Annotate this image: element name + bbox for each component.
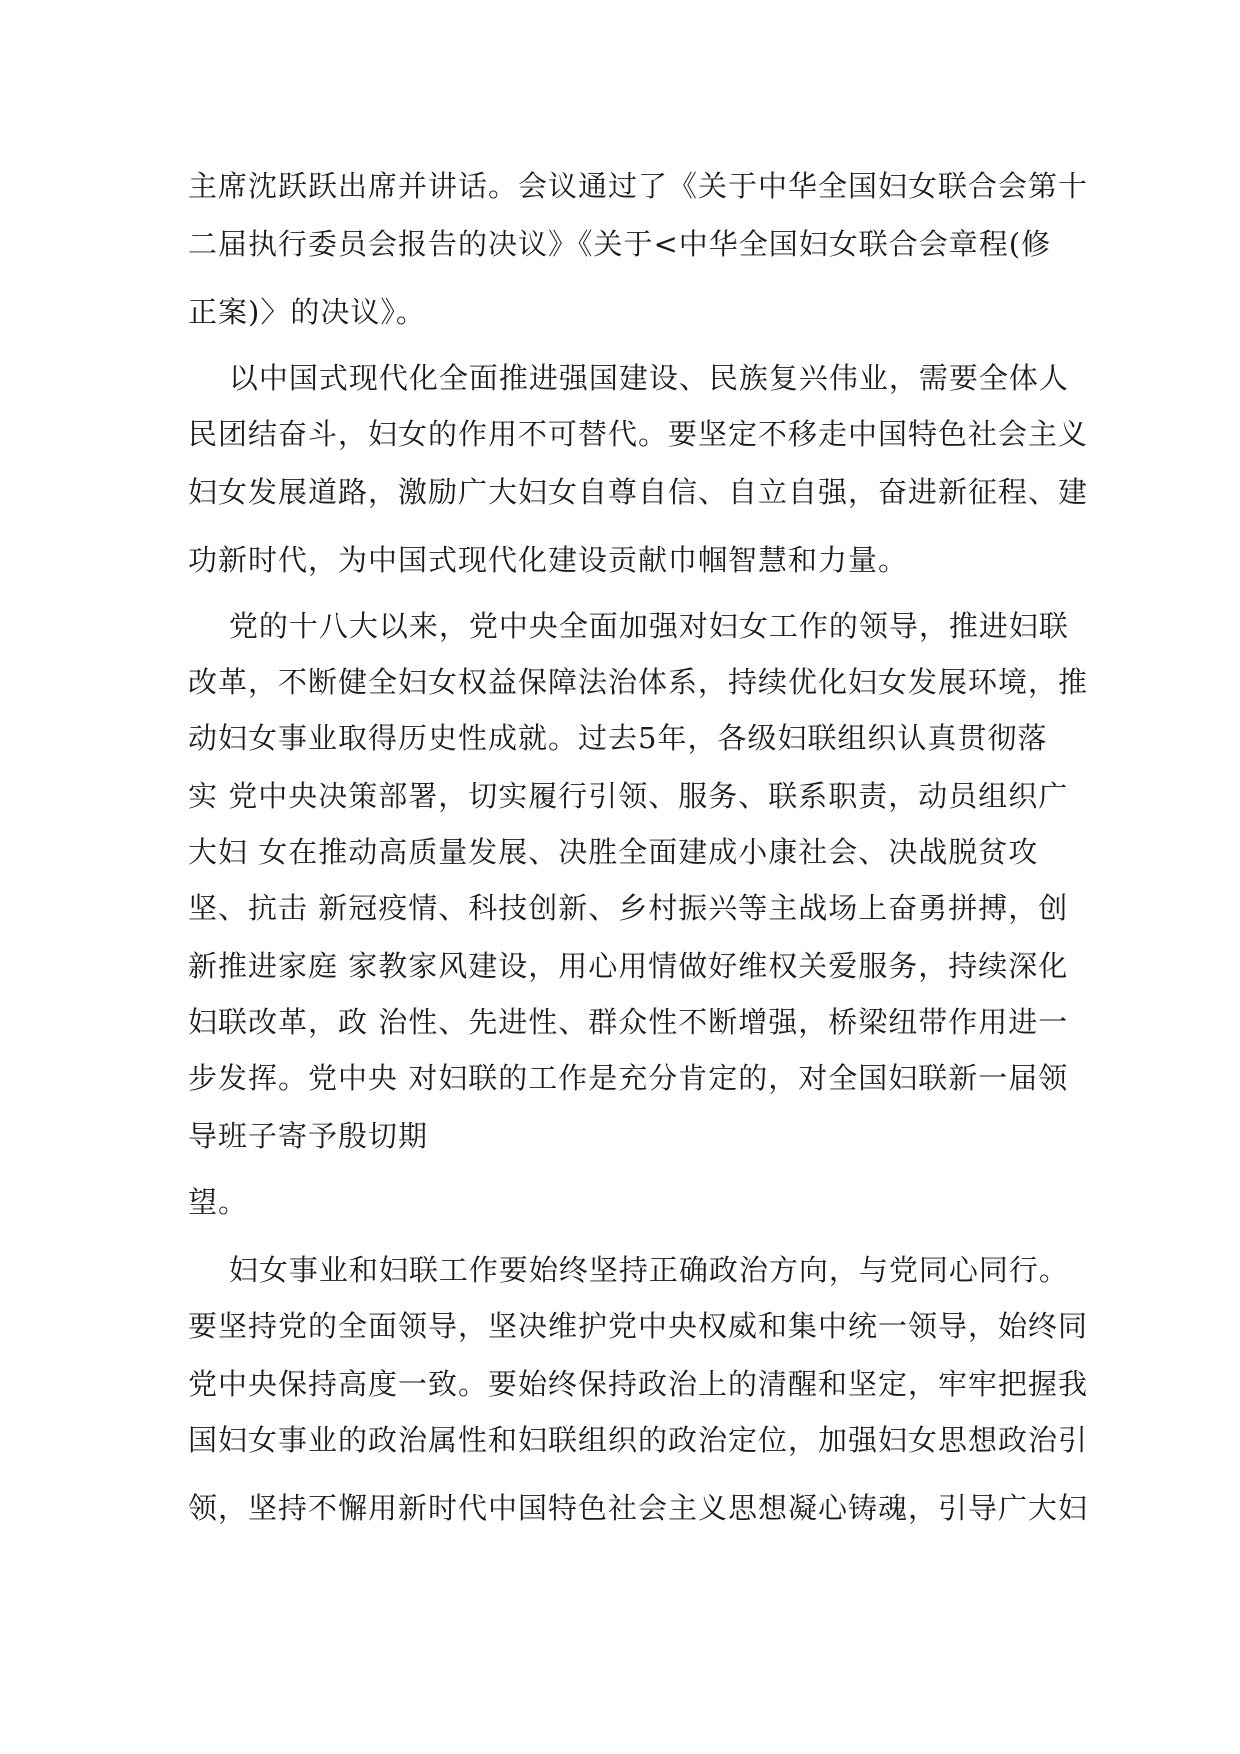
text-line: 妇女事业和妇联工作要始终坚持正确政治方向，与党同心同行。 <box>188 1253 1069 1287</box>
text-line: 步发挥。党中央 对妇联的工作是充分肯定的，对全国妇联新一届领 <box>188 1061 1069 1095</box>
text-line: 功新时代，为中国式现代化建设贡献巾帼智慧和力量。 <box>188 543 909 577</box>
text-line: 改革，不断健全妇女权益保障法治体系，持续优化妇女发展环境，推 <box>188 665 1089 699</box>
text-line: 动妇女事业取得历史性成就。过去5年，各级妇联组织认真贯彻落 <box>188 721 1048 755</box>
text-line: 妇女发展道路，激励广大妇女自尊自信、自立自强，奋进新征程、建 <box>188 475 1089 509</box>
text-line: 要坚持党的全面领导，坚决维护党中央权威和集中统一领导，始终同 <box>188 1309 1089 1343</box>
text-line: 导班子寄予殷切期 <box>188 1119 429 1153</box>
text-line: 党中央保持高度一致。要始终保持政治上的清醒和坚定，牢牢把握我 <box>188 1367 1089 1401</box>
text-line: 二届执行委员会报告的决议》《关于<中华全国妇女联合会章程(修 <box>188 227 1052 261</box>
text-line: 主席沈跃跃出席并讲话。会议通过了《关于中华全国妇女联合会第十 <box>188 169 1089 203</box>
text-line: 领，坚持不懈用新时代中国特色社会主义思想凝心铸魂，引导广大妇 <box>188 1491 1089 1525</box>
text-line: 妇联改革，政 治性、先进性、群众性不断增强，桥梁纽带作用进一 <box>188 1005 1069 1039</box>
text-line: 正案)〉的决议》。 <box>188 295 426 329</box>
text-line: 以中国式现代化全面推进强国建设、民族复兴伟业，需要全体人 <box>188 361 1069 395</box>
text-line: 坚、抗击 新冠疫情、科技创新、乡村振兴等主战场上奋勇拼搏，创 <box>188 891 1069 925</box>
text-line: 民团结奋斗，妇女的作用不可替代。要坚定不移走中国特色社会主义 <box>188 417 1089 451</box>
text-line: 大妇 女在推动高质量发展、决胜全面建成小康社会、决战脱贫攻 <box>188 835 1039 869</box>
text-line: 望。 <box>188 1185 249 1219</box>
text-line: 新推进家庭 家教家风建设，用心用情做好维权关爱服务，持续深化 <box>188 949 1069 983</box>
text-line: 实 党中央决策部署，切实履行引领、服务、联系职责，动员组织广 <box>188 779 1069 813</box>
text-line: 国妇女事业的政治属性和妇联组织的政治定位，加强妇女思想政治引 <box>188 1423 1089 1457</box>
text-line: 党的十八大以来，党中央全面加强对妇女工作的领导，推进妇联 <box>188 609 1069 643</box>
